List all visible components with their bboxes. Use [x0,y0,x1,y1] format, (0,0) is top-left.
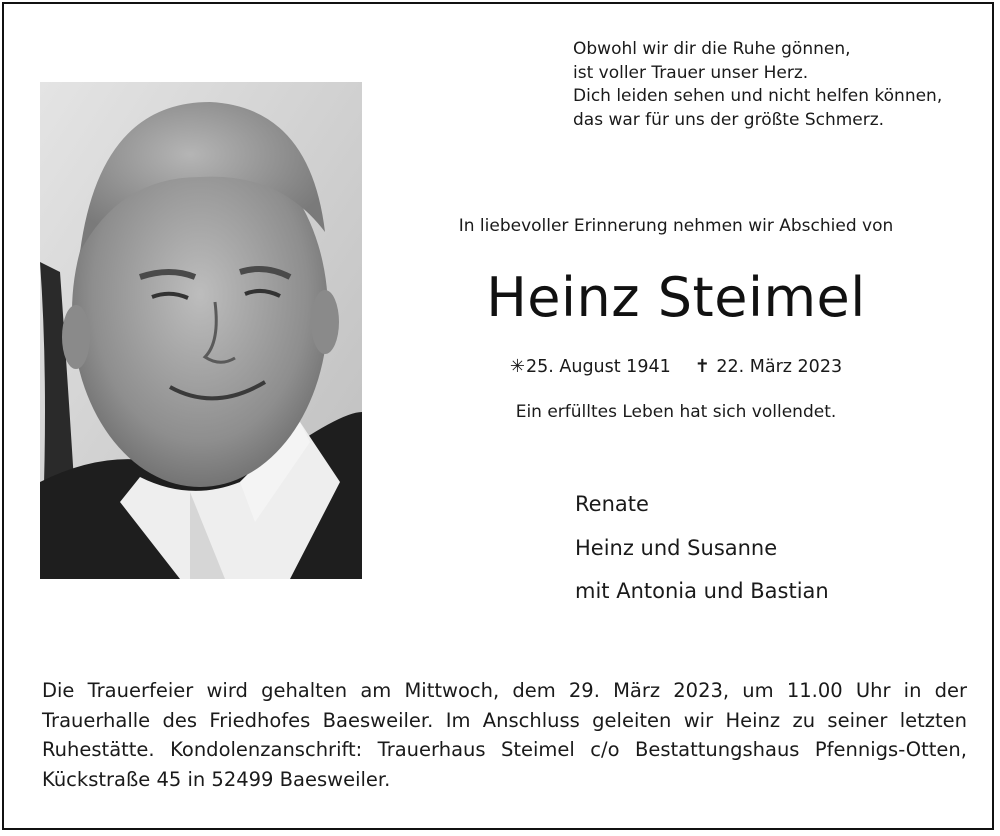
deceased-name: Heinz Steimel [486,266,866,329]
service-line: Die Trauerfeier wird gehalten am Mittwoch, dem 29. März 2023, um 11.00 Uhr in der [42,679,967,702]
poem-line: Obwohl wir dir die Ruhe gönnen, [573,39,851,59]
family-member: Renate [575,492,649,516]
remembrance-intro: In liebevoller Erinnerung nehmen wir Abschied von [458,216,894,236]
service-line: Trauerhalle des Friedhofes Baesweiler. Im Anschluss geleiten wir Heinz zu seiner letzten [42,708,967,732]
poem-line: ist voller Trauer unser Herz. [573,62,809,83]
family-member: Heinz und Susanne [575,535,778,560]
birth-star-icon: ✳ [509,356,525,377]
portrait-photo [40,82,362,579]
service-line: Kückstraße 45 in 52499 Baesweiler. [42,767,391,791]
death-cross-icon: ✝ [694,356,710,377]
poem-line: Dich leiden sehen und nicht helfen können, [573,86,943,106]
death-date: 22. März 2023 [716,357,843,377]
life-dates [376,356,976,377]
memorial-poem [573,38,983,132]
family-list [575,483,829,614]
life-statement: Ein erfülltes Leben hat sich vollendet. [515,402,837,422]
portrait-illustration [40,82,362,579]
funeral-service-info [42,676,967,794]
poem-line: das war für uns der größte Schmerz. [573,109,885,130]
family-member: mit Antonia und Bastian [575,579,829,603]
service-line: Ruhestätte. Kondolenzanschrift: Trauerhaus Steimel c/o Bestattungshaus Pfennigs-Otten, [42,738,967,761]
birth-date: 25. August 1941 [525,357,671,377]
